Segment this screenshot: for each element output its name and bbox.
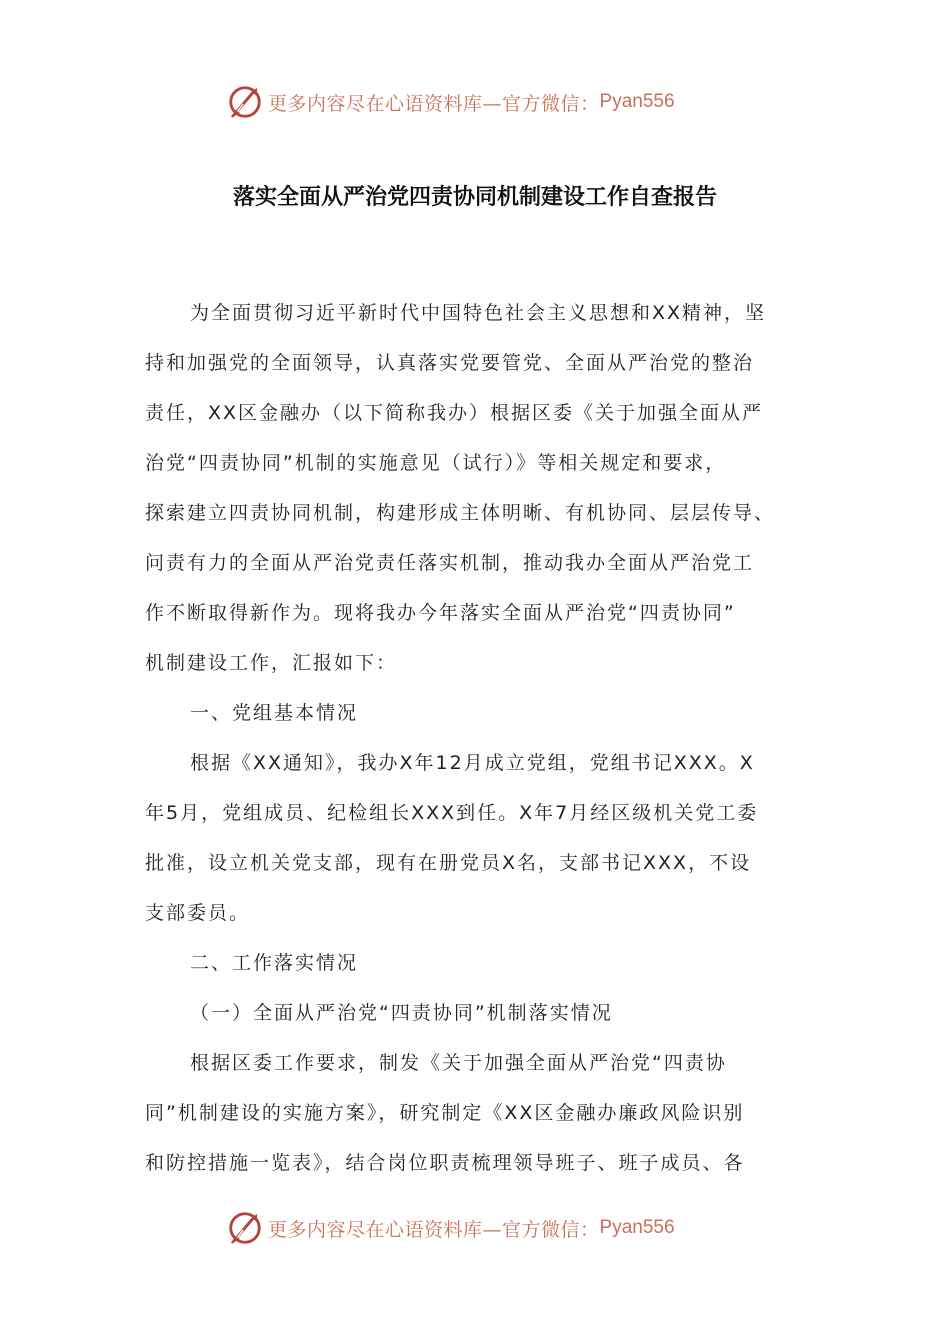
page-title: 落实全面从严治党四责协同机制建设工作自查报告: [232, 185, 717, 210]
paragraph-line: 为全面贯彻习近平新时代中国特色社会主义思想和XX精神，坚: [190, 302, 767, 324]
watermark-text: 更多内容尽在心语资料库—官方微信：: [268, 92, 600, 115]
paragraph-line: 问责有力的全面从严治党责任落实机制，推动我办全面从严治党工: [145, 552, 755, 574]
section-heading: 一、党组基本情况: [190, 702, 359, 724]
paragraph-line: 和防控措施一览表》，结合岗位职责梳理领导班子、班子成员、各: [145, 1152, 745, 1174]
paragraph-line: 根据区委工作要求，制发《关于加强全面从严治党“四责协: [190, 1052, 727, 1074]
paragraph-line: 机制建设工作，汇报如下：: [145, 652, 398, 674]
paragraph-line: 根据《XX通知》，我办X年12月成立党组，党组书记XXX。X: [190, 752, 755, 774]
paragraph-line: 作不断取得新作为。现将我办今年落实全面从严治党“四责协同”: [145, 602, 736, 624]
paragraph-line: 年5月，党组成员、纪检组长XXX到任。X年7月经区级机关党工委: [145, 802, 759, 824]
section-heading: 二、工作落实情况: [190, 952, 359, 974]
watermark-text: 更多内容尽在心语资料库—官方微信：: [268, 1218, 600, 1241]
paragraph-line: 支部委员。: [145, 902, 251, 924]
watermark-wechat-id: Pyan556: [599, 1217, 675, 1238]
paragraph-line: 治党“四责协同”机制的实施意见（试行）》等相关规定和要求，: [145, 452, 727, 474]
paragraph-line: 探索建立四责协同机制，构建形成主体明晰、有机协同、层层传导、: [145, 502, 776, 524]
paragraph-line: 持和加强党的全面领导，认真落实党要管党、全面从严治党的整治: [145, 352, 755, 374]
pen-logo-icon: [226, 1209, 264, 1247]
watermark-banner-top: [226, 82, 675, 122]
paragraph-line: 批准，设立机关党支部，现有在册党员X名，支部书记XXX，不设: [145, 852, 752, 874]
paragraph-line: 责任，XX区金融办（以下简称我办）根据区委《关于加强全面从严: [145, 402, 764, 424]
watermark-banner-bottom: [226, 1208, 675, 1248]
pen-logo-icon: [226, 83, 264, 121]
watermark-wechat-id: Pyan556: [599, 91, 675, 112]
paragraph-line: 同”机制建设的实施方案》，研究制定《XX区金融办廉政风险识别: [145, 1102, 745, 1124]
subsection-heading: （一）全面从严治党“四责协同”机制落实情况: [190, 1002, 613, 1024]
